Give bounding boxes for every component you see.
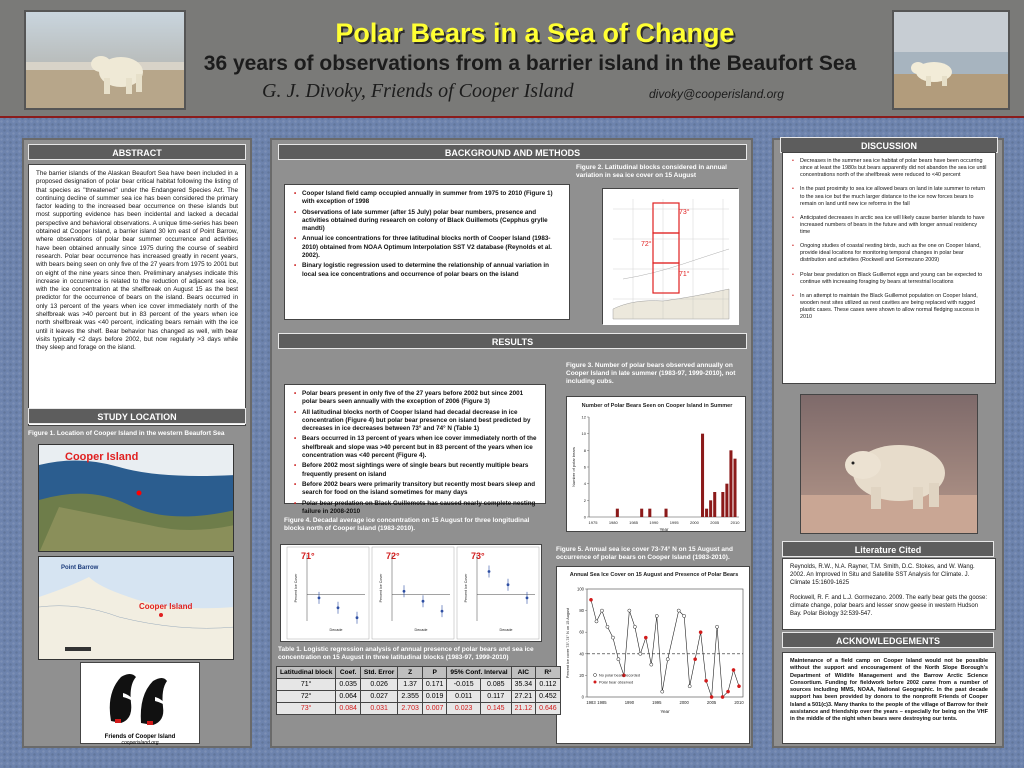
y-tick-label: 8 [583, 447, 586, 453]
table-cell: 2.355 [398, 691, 423, 703]
bar [709, 500, 712, 517]
figure2-map [602, 188, 738, 324]
figure4-caption: Figure 4. Decadal average ice concentration on 15 August for three longitudinal blocks north of Cooper Island (1983-2010). [284, 517, 530, 533]
point-bear-present [726, 690, 729, 693]
point-no-bear [595, 620, 598, 623]
y-axis-label: Percent Ice Cover [294, 573, 298, 603]
literature-heading: Literature Cited [782, 541, 994, 557]
panel-frame [287, 547, 369, 639]
point-no-bear [666, 658, 669, 661]
data-point [507, 583, 510, 586]
y-axis-label: Number of polar bears [571, 447, 576, 487]
y-axis-label: Percent Ice Cover [464, 573, 468, 603]
panel-label: 71° [301, 551, 315, 561]
x-tick-label: 1985 [597, 700, 607, 705]
point-no-bear [655, 614, 658, 617]
legend-label: No polar bears recorded [599, 673, 640, 678]
y-tick-label: 80 [579, 608, 584, 614]
figure4-svg [281, 545, 543, 643]
bar [648, 509, 651, 517]
discussion-text [782, 152, 996, 384]
y-tick-label: 40 [579, 651, 584, 657]
background-heading: BACKGROUND AND METHODS [278, 144, 747, 160]
bar [616, 509, 619, 517]
data-point [488, 570, 491, 573]
bar [729, 450, 732, 517]
discussion-heading: DISCUSSION [780, 137, 998, 153]
table-header: AIC [511, 667, 536, 679]
table-cell: 0.011 [447, 691, 481, 703]
guillemot-url[interactable]: cooperisland.org [121, 740, 159, 746]
acknowledgements-heading: ACKNOWLEDGEMENTS [782, 632, 994, 648]
discussion-bullet: • Anticipated decreases in arctic sea ice will likely cause barrier islands to have increased numbers of bears in the future and with longer annual residency time [800, 215, 988, 236]
table-header: Std. Error [360, 667, 397, 679]
discussion-bullet: • In an attempt to maintain the Black Guillemot population on Cooper Island, wooden nest sites utilized as nest cavities are being replaced with rugged plastic cases. These cases were shown to allow normal fledging success in 2010 [800, 293, 988, 322]
point-bear-present [710, 695, 713, 698]
legend-label: Polar bear observed [599, 680, 634, 685]
point-bear-present [705, 679, 708, 682]
y-tick-label: 0 [581, 694, 584, 700]
x-tick-label: 2000 [689, 520, 699, 525]
table-header-row [277, 667, 561, 679]
figure4-chart [280, 544, 542, 642]
point-bear-present [721, 695, 724, 698]
background-bullet: • Observations of late summer (after 15 July) polar bear numbers, presence and activities obtained during research on colony of Black Guillemots (Cepphus grylle mandti) [302, 209, 562, 234]
bar [665, 509, 668, 517]
table-cell: 0.035 [336, 679, 361, 691]
table-header: Latitudinal block [277, 667, 336, 679]
panel-label: 73° [471, 551, 485, 561]
discussion-bullet: • Polar bear predation on Black Guillemot eggs and young can be expected to continue with increasing foraging by bears at terrestrial locations [800, 272, 988, 286]
table-header: 95% Conf. Interval [447, 667, 511, 679]
y-tick-label: 0 [583, 514, 586, 520]
point-bear-present [699, 631, 702, 634]
data-point [403, 590, 406, 593]
x-tick-label: 1995 [652, 700, 662, 705]
point-no-bear [606, 625, 609, 628]
satellite-map [38, 444, 234, 552]
panel-label: 72° [386, 551, 400, 561]
chart-title: Number of Polar Bears Seen on Cooper Island in Summer [581, 403, 733, 409]
figure3-svg [567, 397, 747, 533]
table-cell: 71° [277, 679, 336, 691]
x-axis-label: Decade [414, 628, 428, 632]
table-cell: 0.007 [422, 703, 447, 715]
table-cell: 0.085 [480, 679, 511, 691]
polar-bear-photo-right [892, 10, 1010, 110]
point-no-bear [611, 636, 614, 639]
bar [733, 459, 736, 517]
acknowledgements-text [782, 652, 996, 744]
y-tick-label: 20 [579, 672, 584, 678]
point-no-bear [715, 625, 718, 628]
map2-point-barrow-label: Point Barrow [61, 565, 99, 571]
table-cell: 1.37 [398, 679, 423, 691]
background-bullet: • Binary logistic regression used to determine the relationship of annual variation in local sea ice concentrations and occurrence of polar bears on the island [302, 262, 562, 279]
fig2-label-73: 73° [679, 209, 690, 216]
point-bear-present [737, 685, 740, 688]
y-axis-label: Percent ice cover 73°-74° N on 15 August [566, 607, 570, 679]
table1 [276, 666, 561, 715]
background-text [284, 184, 570, 320]
table-cell: 0.145 [480, 703, 511, 715]
table-cell: 35.34 [511, 679, 536, 691]
table-header: Coef. [336, 667, 361, 679]
x-axis-label: Year [660, 709, 670, 714]
figure5-caption: Figure 5. Annual sea ice cover 73-74° N on 15 August and occurrence of polar bears on Cooper Island (1983-2010). [556, 546, 733, 562]
point-no-bear [688, 685, 691, 688]
figure5-svg [557, 567, 751, 745]
x-tick-label: 1995 [669, 520, 679, 525]
study-location-heading: STUDY LOCATION [28, 408, 246, 424]
point-no-bear [617, 658, 620, 661]
point-no-bear [639, 652, 642, 655]
data-point [422, 600, 425, 603]
x-tick-label: 1985 [629, 520, 639, 525]
y-tick-label: 60 [579, 629, 584, 635]
background-bullet: • Annual ice concentrations for three latitudinal blocks north of Cooper Island (1983-2010) obtained from NOAA Optimum Interpolation SST V2 database (Reynolds et al. 2002). [302, 235, 562, 260]
y-tick-label: 12 [581, 414, 586, 420]
table-cell: 0.117 [480, 691, 511, 703]
bar [701, 434, 704, 517]
y-axis-label: Percent Ice Cover [379, 573, 383, 603]
legend-marker-no-bear [594, 674, 597, 677]
chart-title: Annual Sea Ice Cover on 15 August and Presence of Polar Bears [569, 572, 739, 578]
y-tick-label: 4 [583, 481, 586, 487]
data-point [318, 597, 321, 600]
figure2-caption: Figure 2. Latitudinal blocks considered in annual variation in sea ice cover on 15 August [576, 164, 727, 180]
guillemot-logo [80, 662, 200, 744]
discussion-bullet: • Ongoing studies of coastal nesting birds, such as the one on Cooper Island, provide ideal locations for monitoring temporal changes in polar bear distribution and activities (Rockwell and Gormezano 2009) [800, 243, 988, 264]
y-tick-label: 6 [583, 464, 586, 470]
table-header: P [422, 667, 447, 679]
point-no-bear [650, 663, 653, 666]
y-tick-label: 2 [583, 497, 586, 503]
bar [705, 509, 708, 517]
results-bullet: • All latitudinal blocks north of Cooper Island had decadal decrease in ice concentration (Figure 4) but polar bear presence on island best predicted by decreases in ice decreases between 73° and 74° N (Table 1) [302, 409, 538, 434]
table-cell: 27.21 [511, 691, 536, 703]
point-no-bear [600, 609, 603, 612]
point-no-bear [677, 609, 680, 612]
table-header: R² [536, 667, 561, 679]
x-axis-label: Year [659, 527, 669, 532]
y-tick-label: 100 [577, 586, 584, 592]
x-tick-label: 1980 [608, 520, 618, 525]
x-tick-label: 2005 [706, 700, 717, 705]
data-point [441, 610, 444, 613]
reference-2: Rockwell, R. F. and L.J. Gormezano. 2009. The early bear gets the goose: climate change, polar bears and lesser snow geese in western Hudson Bay. Polar Biology 32:539-547. [790, 594, 987, 617]
x-tick-label: 1983 [586, 700, 596, 705]
figure1-caption: Figure 1. Location of Cooper Island in the western Beaufort Sea [28, 430, 225, 437]
point-no-bear [633, 625, 636, 628]
point-no-bear [683, 614, 686, 617]
x-tick-label: 2010 [734, 700, 744, 705]
table-row [277, 691, 561, 703]
abstract-body: The barrier islands of the Alaskan Beaufort Sea have been included in a proposed designation of polar bear critical habitat following the listing of that species as "threatened" under the Endangered Species Act. The continuing decline of summer sea ice has been considered the primary factor leading to the increased bear occurrence on these islands but most supporting evidence has been incidental and lacked a decadal perspective and behavioral observations. A unique time-series has been obtained at Cooper Island, a barrier island 30 km east of Point Barrow, where observations of polar bear summer occurrence and activities have been obtained annually since 1975 during the course of seabird research. Polar bear occurrence has increased greatly in recent years, with bears being seen on only five of the 27 years from 1975 to 2001 but on eight of the nine years since then. Preliminary analyses indicate this increase in occurrence is related to the reduction of adjacent sea ice, with the ice concentration at the shelfbreak on August 15 as the best predictor for the occurrence of bears on the island. Bears occurred in only 13 percent of the years when ice cover immediately north of the shelfbreak was >40 percent but in 83 percent of the years when ice north shelfbreak was <40 percent, indicating bears remain with the ice until it leaves the shelf. Bear behavior has changed as well, with bear visits typically <2 days before 2002, but now regularly >3 days while they sleep and forage on the island. [36, 170, 238, 352]
figure3-chart [566, 396, 746, 532]
table-cell: 0.171 [422, 679, 447, 691]
table-cell: 0.112 [536, 679, 561, 691]
poster-author: G. J. Divoky, Friends of Cooper Island [262, 80, 574, 102]
results-bullet: • Polar bear predation on Black Guillemots has caused nearly complete nesting failure in 2008-2010 [302, 500, 538, 517]
table-cell: 0.084 [336, 703, 361, 715]
data-point [526, 597, 529, 600]
table-cell: 0.064 [336, 691, 361, 703]
map1-cooper-label: Cooper Island [65, 451, 139, 463]
legend-marker-bear [594, 681, 597, 684]
abstract-heading: ABSTRACT [28, 144, 246, 160]
point-bear-present [589, 598, 592, 601]
point-bear-present [694, 658, 697, 661]
table-cell: 72° [277, 691, 336, 703]
x-tick-label: 1990 [624, 700, 635, 705]
x-axis-label: Decade [329, 628, 343, 632]
polar-bear-photo-left [24, 10, 186, 110]
polar-bear-photo-main [800, 394, 978, 534]
figure3-caption: Figure 3. Number of polar bears observed annually on Cooper Island in late summer (1983-97, 1999-2010), not including cubs. [566, 362, 736, 386]
author-email[interactable]: divoky@cooperisland.org [649, 87, 784, 101]
x-tick-label: 2000 [679, 700, 689, 705]
fig2-label-71: 71° [679, 271, 690, 278]
literature-text [782, 558, 996, 630]
x-tick-label: 2010 [730, 520, 740, 525]
results-heading: RESULTS [278, 333, 747, 349]
bar [721, 492, 724, 517]
reference-1: Reynolds, R.W., N.A. Rayner, T.M. Smith, D.C. Stokes, and W. Wang. 2002. An Improved In Situ and Satellite SST Analysis for Climate. J. Climate 15:1609-1625 [790, 564, 975, 586]
fig2-label-72: 72° [641, 241, 652, 248]
background-bullet: • Cooper Island field camp occupied annually in summer from 1975 to 2010 (Figure 1) with exception of 1998 [302, 190, 562, 207]
table-cell: 0.019 [422, 691, 447, 703]
table-cell: 0.027 [360, 691, 397, 703]
regional-map [38, 556, 234, 660]
poster-title: Polar Bears in a Sea of Change [335, 18, 735, 48]
table-row [277, 679, 561, 691]
point-bear-present [732, 668, 735, 671]
bar [640, 509, 643, 517]
data-point [337, 606, 340, 609]
data-point [356, 616, 359, 619]
table-cell: 0.023 [447, 703, 481, 715]
table1-caption: Table 1. Logistic regression analysis of annual presence of polar bears and sea ice concentration on 15 August in three latitudinal blocks (1983-97, 1999-2010) [278, 646, 534, 662]
figure5-chart [556, 566, 750, 744]
abstract-text [28, 164, 246, 426]
y-tick-label: 10 [581, 431, 586, 437]
poster-header [0, 0, 1024, 118]
guillemot-caption: Friends of Cooper Island [104, 734, 176, 740]
x-tick-label: 1975 [588, 520, 598, 525]
table-cell: -0.015 [447, 679, 481, 691]
table-cell: 0.646 [536, 703, 561, 715]
table-header: Z [398, 667, 423, 679]
point-no-bear [661, 690, 664, 693]
x-tick-label: 2005 [710, 520, 720, 525]
panel-frame [372, 547, 454, 639]
point-bear-present [644, 636, 647, 639]
table-cell: 21.12 [511, 703, 536, 715]
acknowledgements-body: Maintenance of a field camp on Cooper Island would not be possible without the support and encouragement of the North Slope Borough's Department of Wildlife Management and the Barrow Arctic Science Consortium. Funding for fieldwork before 2002 came from a number of sources including MMS, NOAA, National Geographic. In the past decade support has been provided by donors to the nonprofit Friends of Cooper Island a 501(c)3. Many thanks to the people of the village of Barrow for their assistance and friendship over the years – especially for being on the VHF in the middle of the night when bears were destroying our tents. [790, 658, 988, 722]
bar [725, 484, 728, 517]
discussion-bullet: • In the past proximity to sea ice allowed bears on land in late summer to return to the sea ice but the much larger distance to the ice now forces bears to remain on land until new ice reforms in the fall [800, 186, 988, 207]
results-bullet: • Bears occurred in 13 percent of years when ice cover immediately north of the shelfbreak and slope was >40 percent but in 83 percent of the years when ice concentration was <40 percent (Figure 4). [302, 435, 538, 460]
table-cell: 0.026 [360, 679, 397, 691]
results-bullet: • Before 2002 most sightings were of single bears but recently multiple bears frequently present on island [302, 462, 538, 479]
table-cell: 0.452 [536, 691, 561, 703]
results-text [284, 384, 546, 515]
table-cell: 0.031 [360, 703, 397, 715]
map2-cooper-label: Cooper Island [139, 602, 193, 611]
discussion-bullet: • Decreases in the summer sea ice habitat of polar bears have been occurring since at least the 1980s but bears apparently did not abandon the sea ice until concentrations north of the shelfbreak were reduced to <40 percent [800, 158, 988, 179]
table-cell: 2.703 [398, 703, 423, 715]
results-bullet: • Polar bears present in only five of the 27 years before 2002 but since 2001 polar bears seen annually with the exception of 2006 (Figure 3) [302, 390, 538, 407]
x-tick-label: 1990 [649, 520, 659, 525]
bar [713, 492, 716, 517]
poster-subtitle: 36 years of observations from a barrier island in the Beaufort Sea [203, 52, 857, 75]
point-no-bear [628, 609, 631, 612]
results-bullet: • Before 2002 bears were primarily transitory but recently most bears sleep and search for food on the island sometimes for many days [302, 481, 538, 498]
table-row-highlighted [277, 703, 561, 715]
table-cell: 73° [277, 703, 336, 715]
x-axis-label: Decade [499, 628, 513, 632]
